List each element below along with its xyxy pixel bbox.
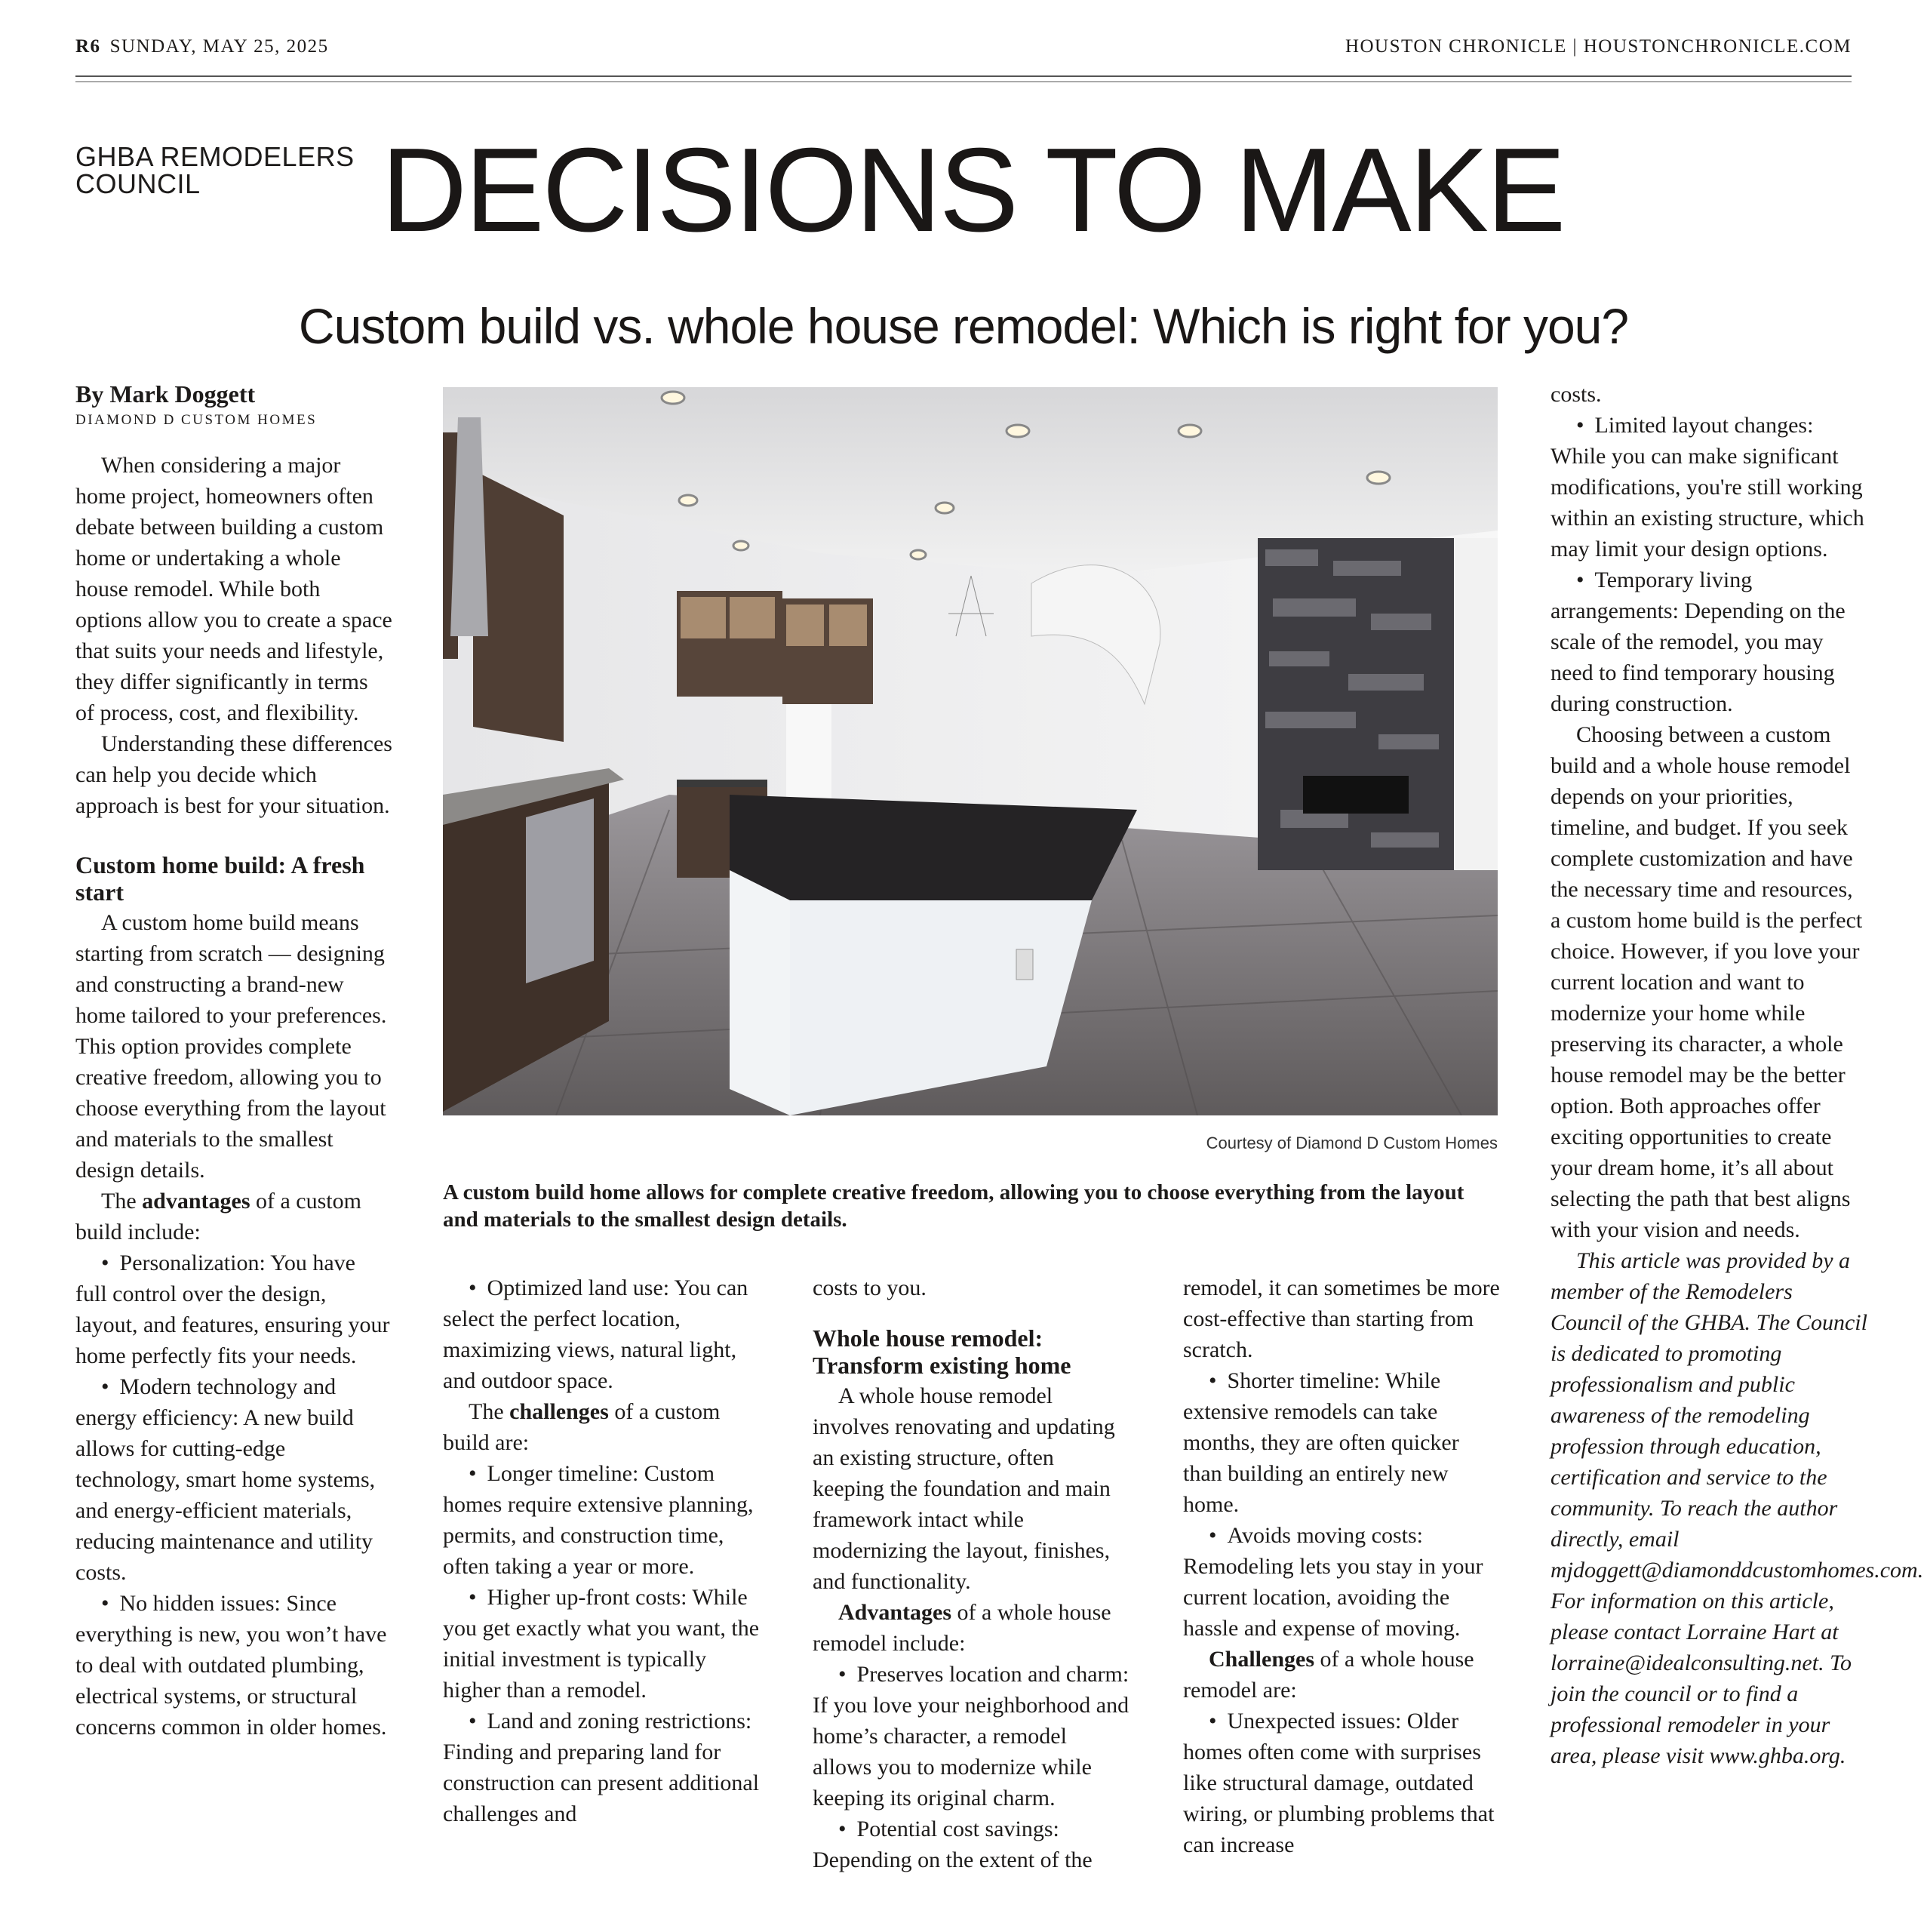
bullet-item: • Preserves location and charm: If you love your neighborhood and home’s character, a remodel allows you to modernize while keeping its original charm. [813, 1659, 1129, 1814]
bullet-item: • Limited layout changes: While you can make significant modifications, you're still working within an existing structure, which may limit your design options. [1551, 410, 1867, 565]
text-run: of a custom build include: [75, 1189, 361, 1244]
paragraph: costs to you. [813, 1275, 927, 1300]
paragraph: A whole house remodel involves renovating and updating an existing structure, often keeping the foundation and main framework intact while modernizing the layout, finishes, and functionality. [813, 1383, 1115, 1594]
bullet-item: • Longer timeline: Custom homes require extensive planning, permits, and construction time, often taking a year or more. [443, 1458, 760, 1582]
page-folio [75, 36, 329, 57]
text-run: The [469, 1399, 510, 1424]
bullet-item: • Shorter timeline: While extensive remodels can take months, they are often quicker than building an entirely new home. [1183, 1365, 1500, 1520]
masthead: HOUSTON CHRONICLE | HOUSTONCHRONICLE.COM [1345, 36, 1852, 57]
paragraph: Understanding these differences can help you decide which approach is best for your situation. [75, 731, 392, 818]
bullet-item: • Avoids moving costs: Remodeling lets you stay in your current location, avoiding the hassle and expense of moving. [1183, 1520, 1500, 1644]
section-label-line2: COUNCIL [75, 168, 201, 199]
bold-text: Challenges [1209, 1647, 1315, 1672]
bullet-item: • Optimized land use: You can select the perfect location, maximizing views, natural light, and outdoor space. [443, 1272, 760, 1396]
page-date: SUNDAY, MAY 25, 2025 [109, 36, 329, 57]
bold-text: challenges [509, 1399, 609, 1424]
paragraph [75, 1186, 392, 1247]
kitchen-photo [443, 387, 1498, 1115]
paragraph [1183, 1644, 1500, 1706]
article-column-1 [75, 379, 392, 1743]
kitchen-photo-illustration [443, 387, 1498, 1115]
section-label-line1: GHBA REMODELERS [75, 141, 355, 172]
page-number: R6 [75, 36, 101, 57]
article-column-4 [1183, 1272, 1500, 1860]
bullet-item: • Unexpected issues: Older homes often come with surprises like structural damage, outdated wiring, or plumbing problems that can increase [1183, 1706, 1500, 1860]
author-note: This article was provided by a member of the Remodelers Council of the GHBA. The Council is dedicated to promoting professionalism and public awareness of the remodeling profession through education, certification and service to the community. To reach the author directly, email mjdoggett@diamonddcustomhomes.com. For information on this article, please contact Lorraine Hart at lorraine@idealconsulting.net. To join the council or to find a professional remodeler in your area, please visit www.ghba.org. [1551, 1248, 1924, 1768]
subheading: Whole house remodel: Transform existing home [813, 1324, 1071, 1379]
bullet-item: • Temporary living arrangements: Depending on the scale of the remodel, you may need to find temporary housing during construction. [1551, 565, 1867, 719]
section-label [75, 143, 392, 198]
bullet-item: • Personalization: You have full control over the design, layout, and features, ensuring your home perfectly fits your needs. [75, 1247, 392, 1371]
paragraph [443, 1396, 760, 1458]
paragraph: costs. [1551, 382, 1602, 407]
bullet-item: • Land and zoning restrictions: Finding and preparing land for construction can present additional challenges and [443, 1706, 760, 1829]
text-run: The [101, 1189, 143, 1214]
byline-org: DIAMOND D CUSTOM HOMES [75, 412, 318, 428]
bullet-item: • Higher up-front costs: While you get exactly what you want, the initial investment is typically higher than a remodel. [443, 1582, 760, 1706]
article-column-5 [1551, 379, 1924, 1771]
bullet-item: • No hidden issues: Since everything is new, you won’t have to deal with outdated plumbing, electrical systems, or structural concerns common in older homes. [75, 1588, 392, 1743]
subheading: Custom home build: A fresh start [75, 851, 365, 906]
paragraph: When considering a major home project, homeowners often debate between building a custom home or undertaking a whole house remodel. While both options allow you to create a space that suits your needs and lifestyle, they differ significantly in terms of process, cost, and flexibility. [75, 453, 392, 725]
photo-caption: A custom build home allows for complete creative freedom, allowing you to choose everything from the layout and materials to the smallest design details. [443, 1180, 1464, 1232]
photo-credit: Courtesy of Diamond D Custom Homes [1206, 1134, 1498, 1152]
paragraph: Choosing between a custom build and a whole house remodel depends on your priorities, timeline, and budget. If you seek complete customization and have the necessary time and resources, a custom home build is the perfect choice. However, if you love your current location and want to modernize your home while preserving its character, a whole house remodel may be the better option. Both approaches offer exciting opportunities to create your dream home, it’s all about selecting the path that best aligns with your vision and needs. [1551, 722, 1863, 1242]
article-column-3 [813, 1272, 1129, 1875]
article-column-2 [443, 1272, 760, 1829]
section-title: DECISIONS TO MAKE [381, 124, 1564, 257]
headline: Custom build vs. whole house remodel: Which is right for you? [298, 298, 1629, 354]
text-run: of a whole house remodel are: [1183, 1647, 1474, 1703]
bold-text: advantages [142, 1189, 250, 1214]
bold-text: Advantages [838, 1600, 952, 1625]
paragraph: remodel, it can sometimes be more cost-effective than starting from scratch. [1183, 1275, 1500, 1362]
header-rule [75, 75, 1852, 77]
byline-author: By Mark Doggett [75, 380, 256, 408]
text-run: of a whole house remodel include: [813, 1600, 1111, 1656]
bullet-item: • Modern technology and energy efficiency: A new build allows for cutting-edge technology, smart home systems, and energy-efficient materials, reducing maintenance and utility costs. [75, 1371, 392, 1588]
paragraph: A custom home build means starting from scratch — designing and constructing a brand-new home tailored to your preferences. This option provides complete creative freedom, allowing you to choose everything from the layout and materials to the smallest design details. [75, 910, 387, 1183]
text-run: of a custom build are: [443, 1399, 721, 1455]
bullet-item: • Potential cost savings: Depending on the extent of the [813, 1814, 1129, 1875]
paragraph [813, 1597, 1129, 1659]
